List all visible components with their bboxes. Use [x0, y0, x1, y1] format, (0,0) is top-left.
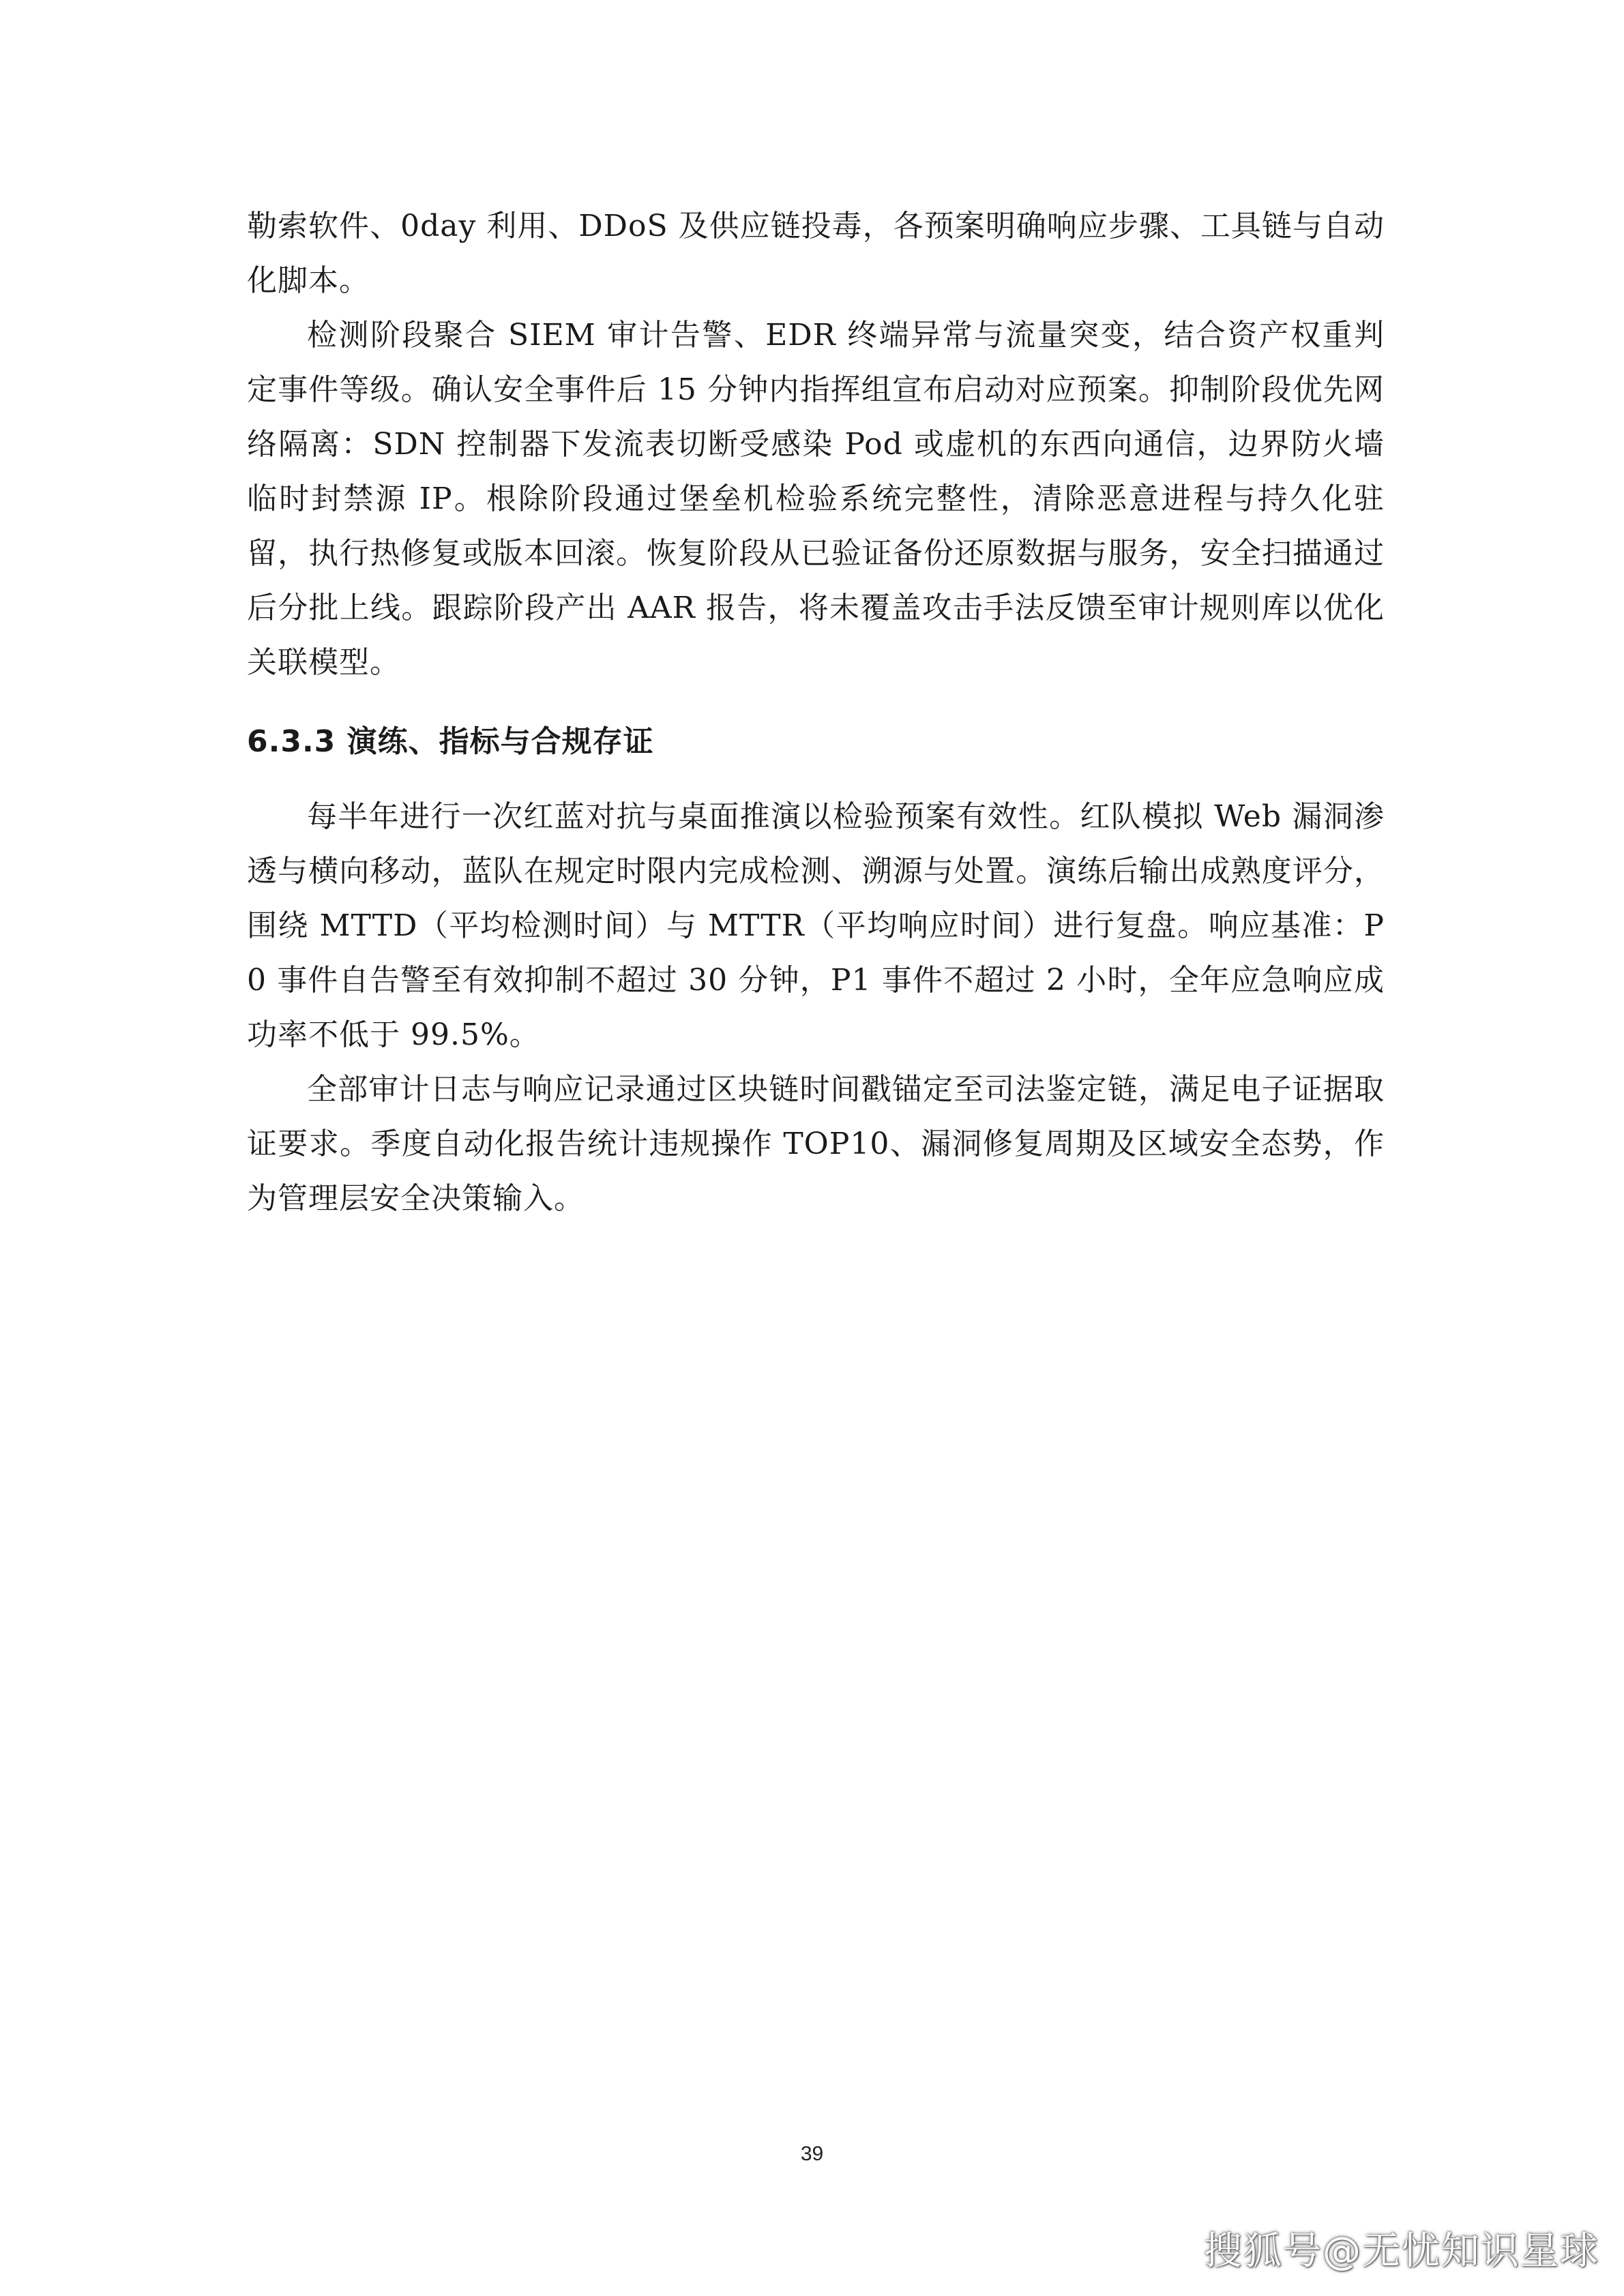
paragraph-continuation: 勒索软件、0day 利用、DDoS 及供应链投毒，各预案明确响应步骤、工具链与自动化脚本。	[247, 209, 1385, 298]
page-content	[247, 199, 1385, 1226]
section-heading: 6.3.3 演练、指标与合规存证	[247, 724, 654, 759]
paragraph-drills-metrics: 每半年进行一次红蓝对抗与桌面推演以检验预案有效性。红队模拟 Web 漏洞渗透与横向移动，蓝队在规定时限内完成检测、溯源与处置。演练后输出成熟度评分，围绕 MTTD（平均检测时间）与 MTTR（平均响应时间）进行复盘。响应基准：P0 事件自告警至有效抑制不超过 30 分钟，P1 事件不超过 2 小时，全年应急响应成功率不低于 99.5%。	[247, 799, 1385, 1052]
paragraph-incident-phases: 检测阶段聚合 SIEM 审计告警、EDR 终端异常与流量突变，结合资产权重判定事件等级。确认安全事件后 15 分钟内指挥组宣布启动对应预案。抑制阶段优先网络隔离：SDN 控制器下发流表切断受感染 Pod 或虚机的东西向通信，边界防火墙临时封禁源 IP。根除阶段通过堡垒机检验系统完整性，清除恶意进程与持久化驻留，执行热修复或版本回滚。恢复阶段从已验证备份还原数据与服务，安全扫描通过后分批上线。跟踪阶段产出 AAR 报告，将未覆盖攻击手法反馈至审计规则库以优化关联模型。	[247, 318, 1385, 680]
page-number: 39	[800, 2143, 824, 2165]
watermark-text: 搜狐号@无忧知识星球	[1204, 2229, 1599, 2273]
paragraph-compliance-evidence: 全部审计日志与响应记录通过区块链时间戳锚定至司法鉴定链，满足电子证据取证要求。季度自动化报告统计违规操作 TOP10、漏洞修复周期及区域安全态势，作为管理层安全决策输入。	[247, 1072, 1385, 1216]
